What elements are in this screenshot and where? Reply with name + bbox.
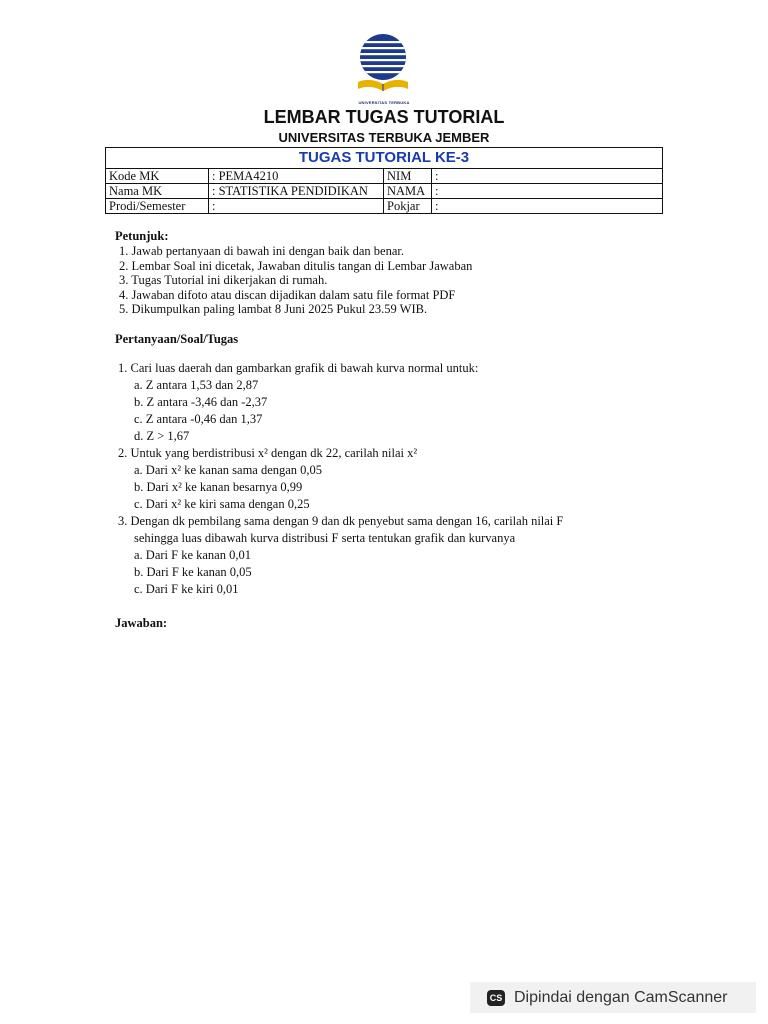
question-3: 3. Dengan dk pembilang sama dengan 9 dan dk penyebut sama dengan 16, carilah nilai F	[118, 514, 564, 528]
list-item: 5. Dikumpulkan paling lambat 8 Juni 2025 Pukul 23.59 WIB.	[119, 302, 428, 316]
table-row	[106, 169, 663, 184]
logo-caption: UNIVERSITAS TERBUKA	[358, 100, 410, 105]
list-item: c. Z antara -0,46 dan 1,37	[134, 412, 263, 426]
list-item: 4. Jawaban difoto atau discan dijadikan dalam satu file format PDF	[119, 288, 456, 302]
jawaban-title: Jawaban:	[115, 616, 168, 630]
watermark-text: Dipindai dengan CamScanner	[514, 988, 728, 1006]
row-value: :	[209, 199, 384, 214]
camscanner-icon: CS	[487, 990, 505, 1006]
list-item: 1. Jawab pertanyaan di bawah ini dengan baik dan benar.	[119, 244, 404, 258]
petunjuk-title: Petunjuk:	[115, 229, 169, 243]
row-value: : PEMA4210	[209, 169, 384, 184]
row-value: :	[432, 184, 663, 199]
list-item: b. Z antara -3,46 dan -2,37	[134, 395, 268, 409]
list-item: b. Dari F ke kanan 0,05	[134, 565, 252, 579]
row-label: Nama MK	[106, 184, 209, 199]
identity-table	[105, 147, 663, 214]
camscanner-watermark	[470, 982, 756, 1013]
row-value: :	[432, 169, 663, 184]
list-item: c. Dari x² ke kiri sama dengan 0,25	[134, 497, 310, 511]
row-label: Kode MK	[106, 169, 209, 184]
list-item: 3. Tugas Tutorial ini dikerjakan di rumah.	[119, 273, 328, 287]
row-value: : STATISTIKA PENDIDIKAN	[209, 184, 384, 199]
question-2: 2. Untuk yang berdistribusi x² dengan dk 22, carilah nilai x²	[118, 446, 418, 460]
row-label: NIM	[384, 169, 432, 184]
document-subtitle: UNIVERSITAS TERBUKA JEMBER	[278, 130, 490, 145]
list-item: 2. Lembar Soal ini dicetak, Jawaban ditulis tangan di Lembar Jawaban	[119, 259, 473, 273]
row-label: Prodi/Semester	[106, 199, 209, 214]
row-value: :	[432, 199, 663, 214]
list-item: c. Dari F ke kiri 0,01	[134, 582, 239, 596]
soal-title: Pertanyaan/Soal/Tugas	[115, 332, 239, 346]
tutorial-heading: TUGAS TUTORIAL KE-3	[106, 148, 663, 169]
list-item: d. Z > 1,67	[134, 429, 190, 443]
question-3-continued: sehingga luas dibawah kurva distribusi F serta tentukan grafik dan kurvanya	[134, 531, 516, 545]
table-row	[106, 184, 663, 199]
row-label: NAMA	[384, 184, 432, 199]
list-item: b. Dari x² ke kanan besarnya 0,99	[134, 480, 303, 494]
document-title: LEMBAR TUGAS TUTORIAL	[263, 107, 505, 127]
list-item: a. Z antara 1,53 dan 2,87	[134, 378, 259, 392]
question-1: 1. Cari luas daerah dan gambarkan grafik di bawah kurva normal untuk:	[118, 361, 479, 375]
list-item: a. Dari F ke kanan 0,01	[134, 548, 251, 562]
table-row	[106, 199, 663, 214]
universitas-terbuka-logo	[354, 32, 412, 106]
row-label: Pokjar	[384, 199, 432, 214]
list-item: a. Dari x² ke kanan sama dengan 0,05	[134, 463, 323, 477]
